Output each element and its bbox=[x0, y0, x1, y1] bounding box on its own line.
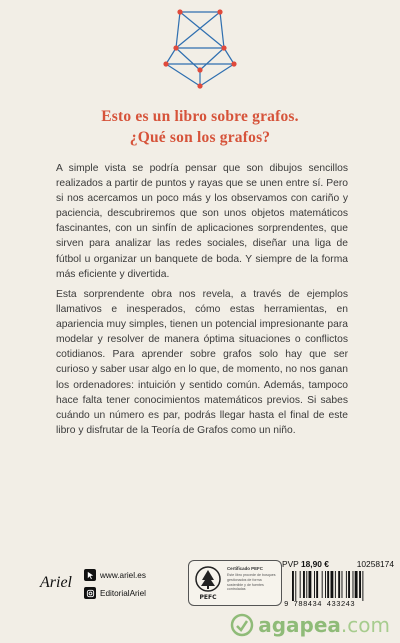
barcode-bar bbox=[306, 571, 307, 598]
isbn-text: 9 788434 433243 bbox=[284, 601, 356, 609]
pefc-logo-label: PEFC bbox=[199, 594, 217, 601]
price-label: PVP bbox=[282, 559, 299, 569]
graph-illustration bbox=[160, 8, 240, 90]
price-line bbox=[282, 559, 394, 569]
product-code: 10258174 bbox=[356, 559, 394, 569]
cert-text: Este libro procede de bosques gestionados de forma sostenible y de fuentes controladas bbox=[227, 573, 276, 592]
paragraph-1: A simple vista se podría pensar que son dibujos sencillos realizados a partir de puntos y rayas que se unen entre sí. Pero si nos acercamos un poco más y los observamos con cariño y paciencia, descubriremos que son unos objetos matemáticos fascinantes, con un sinfín de aplicaciones sorprendentes, que sirven para analizar las redes sociales, diseñar una liga de fútbol u organizar un banquete de boda. Y siempre de la forma más eficiente y divertida. bbox=[56, 163, 348, 280]
barcode-bar bbox=[353, 571, 354, 598]
instagram-link[interactable] bbox=[84, 586, 170, 600]
barcode-bar bbox=[348, 571, 350, 598]
web-cursor-icon bbox=[84, 569, 96, 581]
pefc-tree-icon bbox=[193, 565, 223, 601]
barcode-bar bbox=[325, 571, 326, 598]
headline-line-1: Esto es un libro sobre grafos. bbox=[101, 108, 299, 125]
instagram-icon bbox=[84, 587, 96, 599]
agapea-watermark bbox=[230, 613, 390, 637]
barcode-bar bbox=[327, 571, 329, 598]
barcode-bar bbox=[338, 571, 340, 598]
headline-line-2: ¿Qué son los grafos? bbox=[129, 129, 271, 146]
website-link[interactable] bbox=[84, 568, 170, 582]
barcode-bar bbox=[316, 571, 318, 598]
instagram-text: EditorialAriel bbox=[100, 588, 146, 598]
barcode bbox=[290, 571, 390, 601]
barcode-bar bbox=[292, 571, 294, 601]
website-text: www.ariel.es bbox=[100, 570, 146, 580]
barcode-bar bbox=[303, 571, 305, 598]
ariel-logo: Ariel bbox=[40, 574, 72, 591]
headline bbox=[0, 106, 400, 148]
barcode-bar bbox=[331, 571, 334, 598]
barcode-bar bbox=[359, 571, 361, 598]
barcode-bar bbox=[295, 571, 296, 601]
barcode-bar bbox=[300, 571, 301, 598]
agapea-logo-icon bbox=[230, 613, 254, 637]
barcode-bar bbox=[309, 571, 312, 598]
barcode-bar bbox=[355, 571, 358, 598]
barcode-bar bbox=[342, 571, 343, 598]
paragraph-2: Esta sorprendente obra nos revela, a través de ejemplos llamativos e inesperados, cómo estas herramientas, en apariencia muy simples, tienen un potencial impresionante para modelar y resolver de manera óptima situaciones o conflictos cotidianos. Para aprender sobre grafos solo hay que ser curioso y saber usar algo en lo que, de momento, no nos ganan los ordenadores: intuición y sentido común. Además, tampoco hace falta tener conocimientos matemáticos previos. Si sabes cuándo un número es par, podrás llegar hasta el final de este libro y disfrutar de la Teoría de Grafos como un niño. bbox=[56, 289, 348, 436]
price-amount: 18,90 € bbox=[300, 559, 329, 569]
barcode-bar bbox=[314, 571, 315, 598]
pefc-certification-box bbox=[188, 560, 282, 606]
watermark-text: agapea.com bbox=[258, 613, 390, 637]
barcode-bar bbox=[322, 571, 323, 598]
cert-title: Certificado PEFC bbox=[227, 566, 263, 571]
barcode-bar bbox=[346, 571, 347, 598]
barcode-bar bbox=[362, 571, 363, 601]
barcode-bar bbox=[335, 571, 336, 598]
